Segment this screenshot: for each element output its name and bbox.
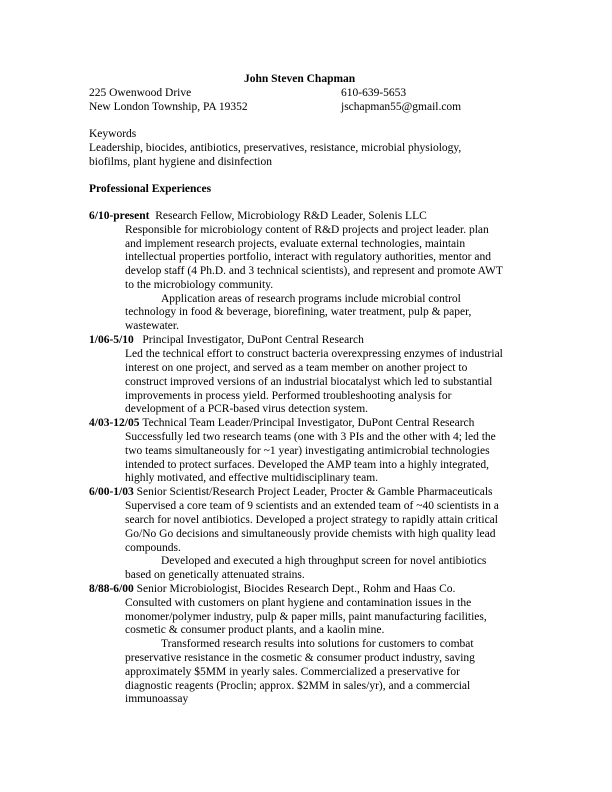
job-dates: 6/00-1/03	[89, 486, 134, 498]
job-heading	[89, 209, 427, 223]
address-line-2: New London Township, PA 19352	[89, 101, 248, 113]
keywords-line: Leadership, biocides, antibiotics, preservatives, resistance, microbial physiology,	[89, 142, 462, 154]
job-heading	[89, 582, 455, 596]
job-dates: 1/06-5/10	[89, 334, 134, 346]
job-description-line: Developed and executed a high throughput screen for novel antibiotics	[161, 555, 487, 567]
job-description-line: develop staff (4 Ph.D. and 3 technical scientists), and represent and promote AWT	[125, 265, 503, 277]
job-description-line: immunoassay	[125, 693, 189, 705]
resume-name: John Steven Chapman	[244, 73, 356, 85]
job-dates: 6/10-present	[89, 210, 150, 222]
job-description-line: preservative resistance in the cosmetic & consumer product industry, saving	[125, 652, 475, 664]
email-address: jschapman55@gmail.com	[341, 101, 462, 113]
job-description-line: Responsible for microbiology content of R&D projects and project leader. plan	[125, 224, 489, 236]
experience-heading: Professional Experiences	[89, 183, 212, 195]
job-title: Technical Team Leader/Principal Investigator, DuPont Central Research	[142, 417, 475, 429]
job-description-line: diagnostic reagents (Proclin; approx. $2MM in sales/yr), and a commercial	[125, 680, 471, 692]
job-title: Senior Microbiologist, Biocides Research Dept., Rohm and Haas Co.	[136, 583, 456, 595]
job-description-line: Application areas of research programs include microbial control	[161, 293, 461, 305]
job-heading	[89, 416, 474, 430]
job-description-line: cosmetic & consumer product plants, and a kaolin mine.	[125, 624, 385, 636]
job-description-line: and implement research projects, evaluate external technologies, maintain	[125, 238, 466, 250]
job-description-line: Supervised a core team of 9 scientists and an extended team of ~40 scientists in a	[125, 500, 499, 512]
job-dates: 8/88-6/00	[89, 583, 134, 595]
keywords-line: biofilms, plant hygiene and disinfection	[89, 156, 273, 168]
job-description-line: Led the technical effort to construct bacteria overexpressing enzymes of industrial	[125, 348, 503, 360]
job-description-line: development of a PCR-based virus detection system.	[125, 403, 369, 415]
job-description-line: Go/No Go decisions and simultaneously provide chemists with high quality lead	[125, 528, 496, 540]
job-description-line: intended to protect surfaces. Developed the AMP team into a highly integrated,	[125, 459, 489, 471]
keywords-heading: Keywords	[89, 128, 137, 140]
job-description-line: Transformed research results into solutions for customers to combat	[161, 638, 474, 650]
job-description-line: monomer/polymer industry, pulp & paper mills, paint manufacturing facilities,	[125, 611, 487, 623]
job-heading	[89, 333, 364, 347]
job-description-line: construct improved versions of an industrial biocatalyst which led to substantial	[125, 376, 493, 388]
job-description-line: compounds.	[125, 542, 181, 554]
job-description-line: technology in food & beverage, biorefining, water treatment, pulp & paper,	[125, 306, 472, 318]
job-description-line: two teams simultaneously for ~1 year) investigating antimicrobial technologies	[125, 445, 490, 457]
job-description-line: Successfully led two research teams (one with 3 PIs and the other with 4; led the	[125, 431, 496, 443]
job-description-line: search for novel antibiotics. Developed a project strategy to rapidly attain critical	[125, 514, 498, 526]
job-dates: 4/03-12/05	[89, 417, 140, 429]
phone-number: 610-639-5653	[341, 87, 407, 99]
job-title: Research Fellow, Microbiology R&D Leader, Solenis LLC	[155, 210, 427, 222]
job-description-line: to the microbiology community.	[125, 279, 274, 291]
job-description-line: wastewater.	[125, 320, 179, 332]
job-description-line: highly motivated, and effective multidisciplinary team.	[125, 472, 379, 484]
job-description-line: intellectual properties portfolio, interact with regulatory authorities, mentor and	[125, 251, 491, 263]
job-description-line: improvements in process yield. Performed troubleshooting analysis for	[125, 390, 452, 402]
job-heading	[89, 485, 493, 499]
job-description-line: Consulted with customers on plant hygiene and contamination issues in the	[125, 597, 472, 609]
job-title: Principal Investigator, DuPont Central Research	[142, 334, 364, 346]
job-description-line: based on genetically attenuated strains.	[125, 569, 305, 581]
address-line-1: 225 Owenwood Drive	[89, 87, 192, 99]
job-description-line: interest on one project, and served as a team member on another project to	[125, 362, 468, 374]
job-description-line: approximately $5MM in yearly sales. Commercialized a preservative for	[125, 666, 460, 678]
job-title: Senior Scientist/Research Project Leader, Procter & Gamble Pharmaceuticals	[136, 486, 493, 498]
